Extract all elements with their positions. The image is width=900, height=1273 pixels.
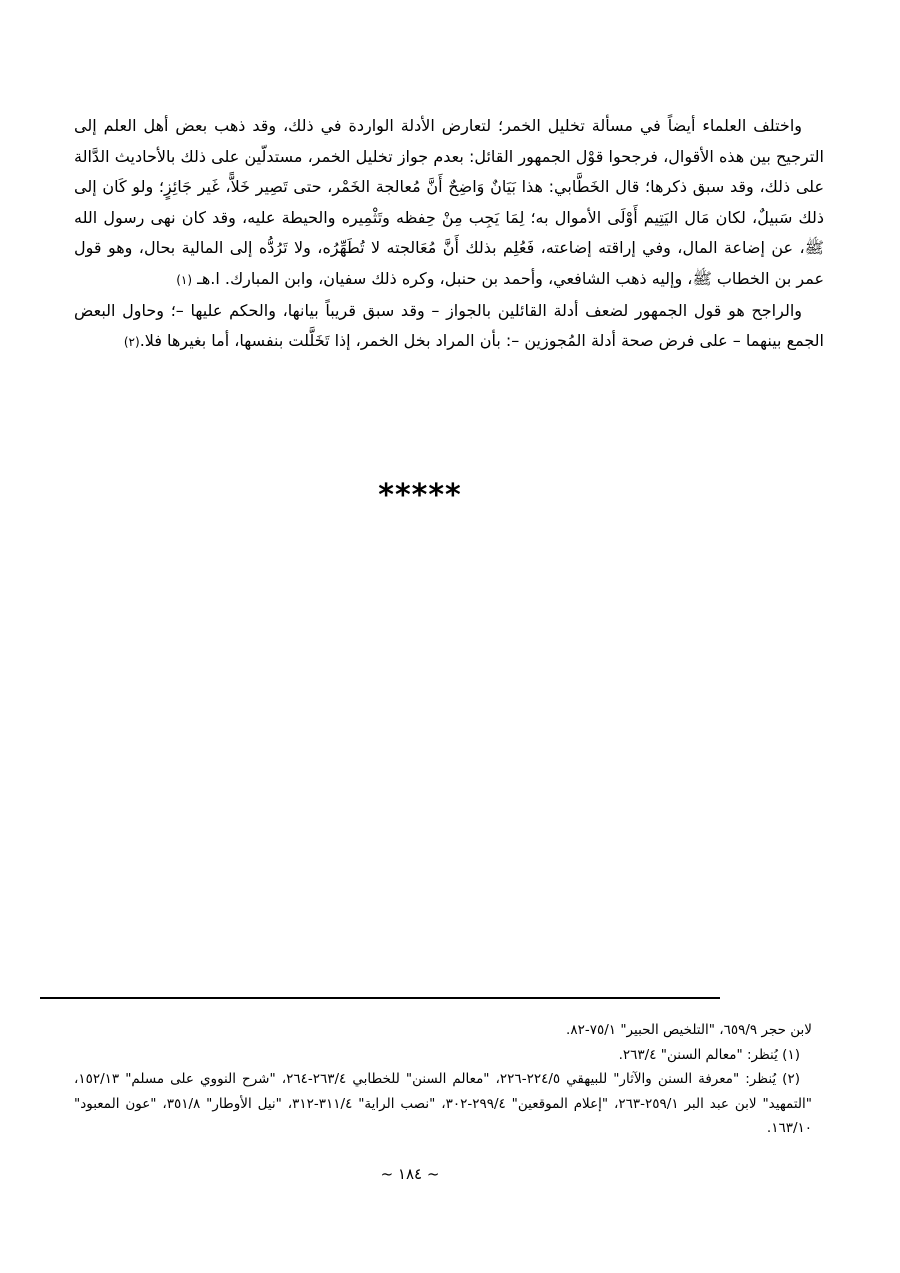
section-separator: ***** xyxy=(378,478,462,513)
footnote-ref-2: (٢) xyxy=(123,335,140,350)
paragraph-2-text: والراجح هو قول الجمهور لضعف أدلة القائلين بالجواز – وقد سبق قريباً بيانها، والحكم عليها –؛ وحاول البعض الجمع بينهما – على فرض صحة أدلة المُجوزين –: بأن المراد بخل الخمر، إذا تَخَلَّلت بنفسها، أما بغيرها فلا. xyxy=(74,300,824,351)
paragraph-1-text: واختلف العلماء أيضاً في مسألة تخليل الخمر؛ لتعارض الأدلة الواردة في ذلك، وقد ذهب بعض أهل العلم إلى الترجيح بين هذه الأقوال، فرجحوا قوْل الجمهور القائل: بعدم جواز تخليل الخمر، مستدلّين على ذلك بالأحاديث الدَّالة على ذلك، وقد سبق ذكرها؛ قال الخَطَّابي: هذا بَيَانٌ وَاضِحٌ أَنَّ مُعالجة الخَمْر، حتى تَصِير خَلاًّ، غَير جَائِزٍ؛ ولو كَان إلى ذلك سَبيلٌ، لكان مَال اليَتِيم أَوْلَى الأموال به؛ لِمَا يَجِب مِنْ حِفظه وتَثْمِيره والحيطة عليه، وقد كان نهى رسول الله ﷺ، عن إضاعة المال، وفي إراقته إضاعته، فَعُلِم بذلك أَنَّ مُعَالجته لا تُطَهِّرُه، ولا تَرُدُّه إلى المالية بحال، وهو قول عمر بن الخطاب ﷺ، وإليه ذهب الشافعي، وأحمد بن حنبل، وكره ذلك سفيان، وابن المبارك. ا.هـ xyxy=(74,116,824,288)
footnote-divider xyxy=(40,997,720,999)
footnote-2: (٢) يُنظر: "معرفة السنن والآثار" للبيهقي ٢٢٤/٥-٢٢٦، "معالم السنن" للخطابي ٢٦٣/٤-٢٦٤، "شرح النووي على مسلم" ١٥٢/١٣، "التمهيد" لابن عبد البر ٢٥٩/١-٢٦٣، "إعلام الموقعين" ٢٩٩/٤-٣٠٢، "نصب الراية" ٣١١/٤-٣١٢، "نيل الأوطار" ٣٥١/٨، "عون المعبود" ١٦٣/١٠. xyxy=(74,1071,812,1136)
footnote-1: (١) يُنظر: "معالم السنن" ٢٦٣/٤. xyxy=(618,1046,800,1063)
footnote-continuation: لابن حجر ٦٥٩/٩، "التلخيص الحبير" ٧٥/١-٨٢. xyxy=(566,1022,812,1038)
paragraph-disagreement xyxy=(74,111,824,296)
footnotes xyxy=(74,1018,812,1141)
footnote-ref-1: (١) xyxy=(176,272,193,287)
page-number: ~ ١٨٤ ~ xyxy=(380,1165,440,1183)
paragraph-preferred-view xyxy=(74,296,824,358)
main-text xyxy=(74,111,824,358)
